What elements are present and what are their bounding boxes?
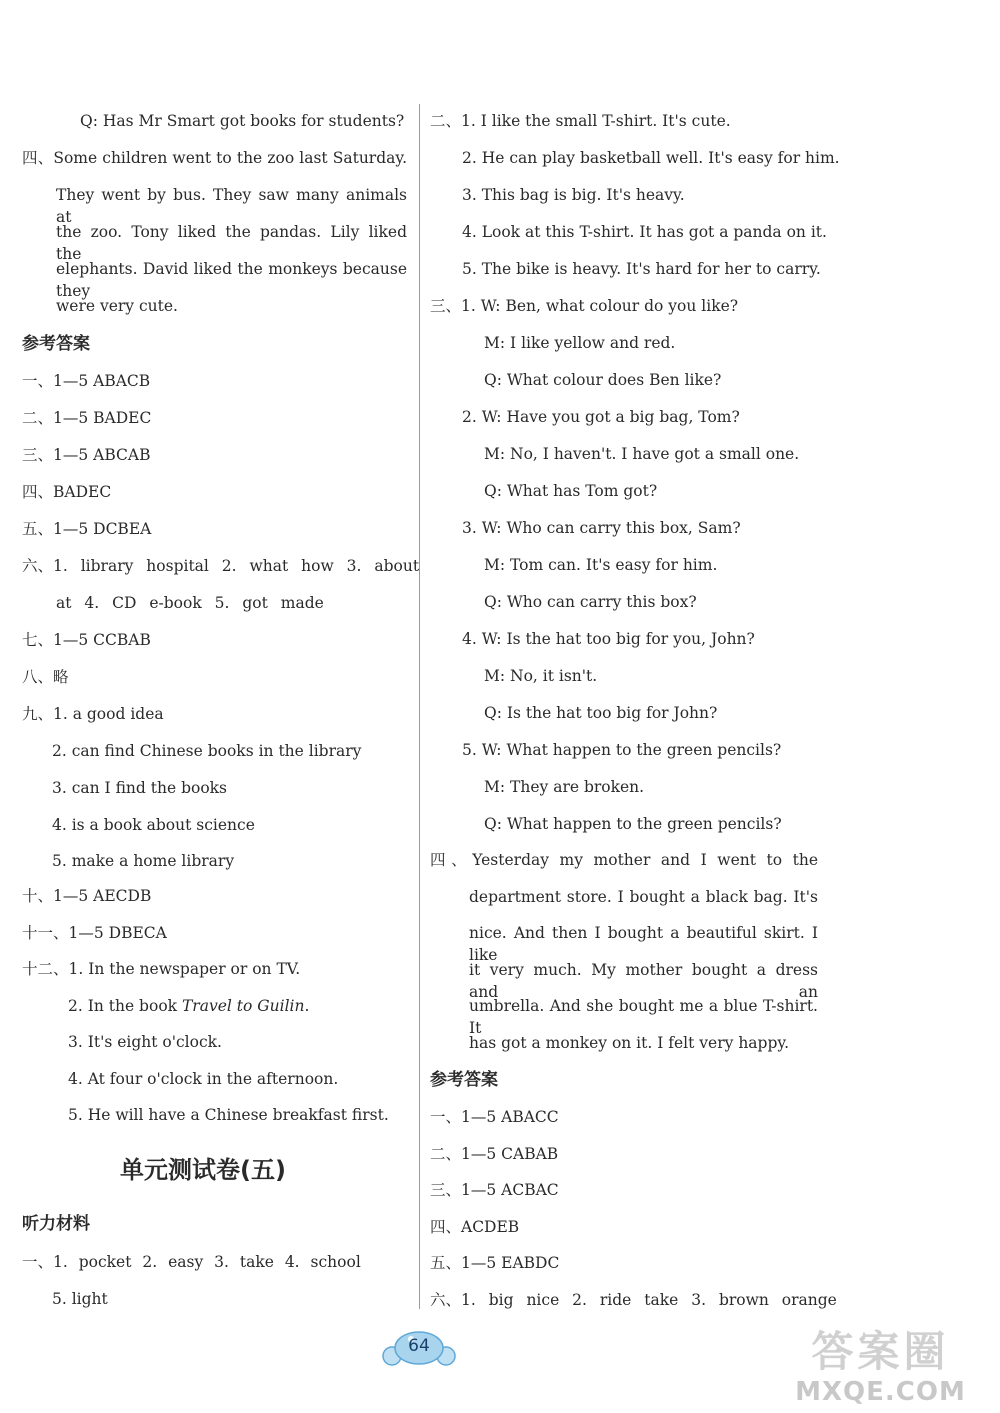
answer-line: 八、略 [22, 668, 69, 686]
answer-line: 四、BADEC [22, 483, 112, 501]
answer-line: 六、1. library hospital 2. what how 3. about [22, 557, 420, 575]
answer-line: 三、1—5 ACBAC [430, 1181, 559, 1199]
watermark-logo: 答案圈 [811, 1327, 950, 1376]
section4-line-2: They went by bus. They saw many animals at [56, 186, 407, 226]
answer-line: 二、1—5 CABAB [430, 1145, 559, 1163]
answer-line: at 4. CD e-book 5. got made [56, 594, 324, 612]
book-title-end: . [304, 997, 310, 1015]
right-line: 2. W: Have you got a big bag, Tom? [462, 408, 740, 426]
answer-line: 六、1. big nice 2. ride take 3. brown orange [430, 1291, 837, 1309]
answer-line: 七、1—5 CCBAB [22, 631, 151, 649]
right-line: 5. W: What happen to the green pencils? [462, 741, 782, 759]
answer-line: 二、1—5 BADEC [22, 409, 152, 427]
answers-heading-left: 参考答案 [22, 334, 90, 354]
answer-line [68, 995, 309, 1017]
page-number-badge [380, 1328, 458, 1370]
right-para-line: has got a monkey on it. I felt very happy. [469, 1034, 790, 1052]
answer-line: 五、1—5 DCBEA [22, 520, 152, 538]
answer-line: 3. It's eight o'clock. [68, 1033, 222, 1051]
right-line: 3. This bag is big. It's heavy. [462, 186, 685, 204]
section4-line-4: elephants. David liked the monkeys because they [56, 260, 407, 300]
answer-line: 九、1. a good idea [22, 705, 164, 723]
right-line: Q: Who can carry this box? [484, 593, 697, 611]
question-line: Q: Has Mr Smart got books for students? [80, 112, 405, 130]
section4-line-1: 四、Some children went to the zoo last Saturday. [22, 149, 407, 167]
right-para-line: 四、Yesterday my mother and I went to the [430, 851, 818, 869]
listening-line: 5. light [52, 1290, 108, 1308]
listening-heading: 听力材料 [22, 1214, 90, 1234]
page-number: 64 [408, 1336, 430, 1356]
answer-line: 十、1—5 AECDB [22, 887, 152, 905]
right-line: Q: Is the hat too big for John? [484, 704, 718, 722]
right-line: 2. He can play basketball well. It's easy for him. [462, 149, 840, 167]
answer-line: 五、1—5 EABDC [430, 1254, 560, 1272]
right-para-line: department store. I bought a black bag. It's [469, 888, 818, 906]
column-divider [419, 104, 420, 1309]
right-line: Q: What happen to the green pencils? [484, 815, 782, 833]
answer-text: 2. In the book [68, 997, 182, 1015]
right-para-line: umbrella. And she bought me a blue T-shirt. It [469, 997, 818, 1037]
right-line: 二、1. I like the small T-shirt. It's cute. [430, 112, 731, 130]
book-title: Travel to Guilin [181, 997, 305, 1015]
right-line: 3. W: Who can carry this box, Sam? [462, 519, 741, 537]
listening-line: 一、1. pocket 2. easy 3. take 4. school [22, 1253, 361, 1271]
right-para-line: nice. And then I bought a beautiful skirt. I like [469, 924, 818, 964]
answer-line: 一、1—5 ABACB [22, 372, 151, 390]
answers-heading-right: 参考答案 [430, 1070, 498, 1090]
right-line: Q: What colour does Ben like? [484, 371, 722, 389]
right-line: 三、1. W: Ben, what colour do you like? [430, 297, 739, 315]
answer-line: 5. He will have a Chinese breakfast first. [68, 1106, 389, 1124]
answer-line: 2. can find Chinese books in the library [52, 742, 362, 760]
unit-title: 单元测试卷(五) [120, 1156, 286, 1184]
answer-line: 四、ACDEB [430, 1218, 520, 1236]
right-line: 5. The bike is heavy. It's hard for her to carry. [462, 260, 821, 278]
answer-line: 4. is a book about science [52, 816, 255, 834]
answer-line: 3. can I find the books [52, 779, 228, 797]
answer-line: 十一、1—5 DBECA [22, 924, 167, 942]
right-para-line: it very much. My mother bought a dress and an [469, 961, 818, 1001]
answer-line: 5. make a home library [52, 852, 235, 870]
right-line: M: Tom can. It's easy for him. [484, 556, 718, 574]
section4-line-3: the zoo. Tony liked the pandas. Lily liked the [56, 223, 407, 263]
watermark [768, 1315, 993, 1410]
answer-line: 十二、1. In the newspaper or on TV. [22, 960, 301, 978]
right-line: M: I like yellow and red. [484, 334, 676, 352]
section4-line-5: were very cute. [56, 297, 178, 315]
right-line: 4. Look at this T-shirt. It has got a panda on it. [462, 223, 827, 241]
right-line: 4. W: Is the hat too big for you, John? [462, 630, 755, 648]
answer-line: 三、1—5 ABCAB [22, 446, 151, 464]
answer-line: 一、1—5 ABACC [430, 1108, 559, 1126]
answer-line: 4. At four o'clock in the afternoon. [68, 1070, 339, 1088]
right-line: M: No, it isn't. [484, 667, 598, 685]
right-line: M: No, I haven't. I have got a small one. [484, 445, 800, 463]
right-line: Q: What has Tom got? [484, 482, 658, 500]
right-line: M: They are broken. [484, 778, 645, 796]
watermark-url: MXQE.COM [795, 1377, 966, 1407]
